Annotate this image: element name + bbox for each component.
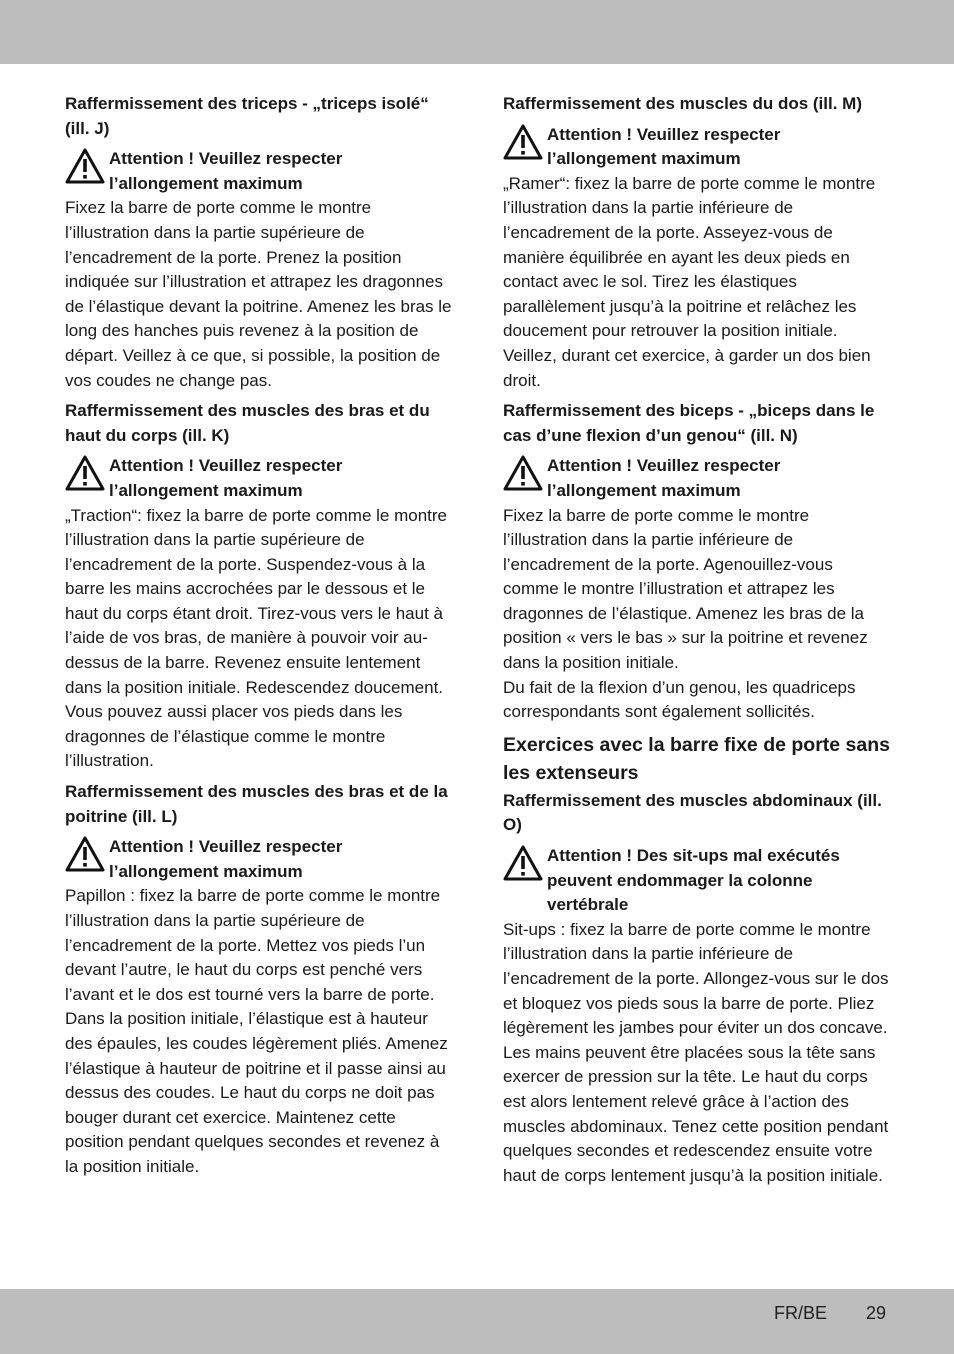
- warning-icon: [503, 455, 543, 491]
- body-paragraph: Fixez la barre de porte comme le montre l’illustration dans la partie supérieure de l’encadrement de la porte. Prenez la position indiquée sur l’illustration et attrapez les dragonnes de l’élastique devant la poitrine. Amenez les bras le long des hanches puis revenez à la position de départ. Veillez à ce que, si possible, la position de vos coudes ne change pas.: [65, 198, 452, 390]
- warning-icon: [65, 455, 105, 491]
- warning-text: Attention ! Veuillez respecter l’allongement maximum: [109, 456, 343, 500]
- section-title: Exercices avec la barre fixe de porte sans les extenseurs: [503, 733, 890, 784]
- footer-language: FR/BE: [774, 1303, 828, 1323]
- warning-text: Attention ! Veuillez respecter l’allongement maximum: [547, 456, 781, 500]
- section-heading: Raffermissement des muscles des bras et du haut du corps (ill. K): [65, 401, 430, 445]
- warning-text: Attention ! Veuillez respecter l’allongement maximum: [109, 837, 343, 881]
- warning-text: Attention ! Des sit-ups mal exécutés peuvent endommager la colonne vertébrale: [547, 846, 840, 915]
- page-number: 29: [866, 1303, 887, 1323]
- warning-icon: [65, 836, 105, 872]
- section-heading: Raffermissement des muscles abdominaux (ill. O): [503, 790, 882, 835]
- warning-notice: [65, 147, 455, 196]
- section-heading: Raffermissement des triceps - „triceps isolé“ (ill. J): [65, 94, 429, 138]
- body-paragraph: „Traction“: fixez la barre de porte comme le montre l’illustration dans la partie supérieure de l’encadrement de la porte. Suspendez-vous à la barre les mains accrochées par le dessous et le haut du corps étant droit. Tirez-vous vers le haut à l’aide de vos bras, de manière à pouvoir voir au-dessus de la barre. Revenez ensuite lentement dans la position initiale. Redescendez doucement. Vous pouvez aussi placer vos pieds dans les dragonnes de l’élastique comme le montre l’illustration.: [65, 505, 448, 771]
- body-paragraph: Papillon : fixez la barre de porte comme le montre l’illustration dans la partie supérieure de l’encadrement de la porte. Mettez vos pieds l’un devant l’autre, le haut du corps est penché vers l’avant et le dos est tourné vers la barre de porte. Dans la position initiale, l’élastique est à hauteur des épaules, les coudes légèrement pliés. Amenez l’élastique à hauteur de poitrine et il passe ainsi au dessus des coudes. Le haut du corps ne doit pas bouger durant cet exercice. Maintenez cette position pendant quelques secondes et revenez à la position initiale.: [65, 886, 448, 1176]
- warning-notice: [503, 123, 893, 172]
- warning-text: Attention ! Veuillez respecter l’allongement maximum: [547, 124, 781, 169]
- section-heading: Raffermissement des biceps - „biceps dans le cas d’une flexion d’un genou“ (ill. N): [503, 401, 875, 445]
- warning-notice: [65, 835, 455, 884]
- body-paragraph: Du fait de la flexion d’un genou, les quadriceps correspondants sont également sollicités.: [503, 677, 856, 722]
- header-bar: [0, 0, 954, 64]
- warning-icon: [503, 124, 543, 160]
- warning-icon: [65, 148, 105, 184]
- warning-icon: [503, 845, 543, 881]
- left-column: [65, 92, 455, 1186]
- right-column: [503, 92, 893, 1194]
- body-paragraph: Fixez la barre de porte comme le montre l’illustration dans la partie inférieure de l’encadrement de la porte. Agenouillez-vous comme le montre l’illustration et attrapez les dragonnes de l’élastique. Amenez les bras de la position « vers le bas » sur la poitrine et revenez dans la position initiale.: [503, 505, 868, 673]
- body-paragraph: „Ramer“: fixez la barre de porte comme le montre l’illustration dans la partie inférieure de l’encadrement de la porte. Asseyez-vous de manière équilibrée en ayant les deux pieds en contact avec le sol. Tirez les élastiques parallèlement jusqu’à la poitrine et relâchez les doucement pour retrouver la position initiale. Veillez, durant cet exercice, à garder un dos bien droit.: [503, 173, 876, 390]
- body-paragraph: Sit-ups : fixez la barre de porte comme le montre l’illustration dans la partie inférieure de l’encadrement de la porte. Allongez-vous sur le dos et bloquez vos pieds sous la barre de porte. Pliez légèrement les jambes pour éviter un dos concave. Les mains peuvent être placées sous la tête sans exercer de pression sur la tête. Le haut du corps est alors lentement relevé grâce à l’action des muscles abdominaux. Tenez cette position pendant quelques secondes et redescendez ensuite votre haut de corps lentement jusqu’à la position initiale.: [503, 919, 889, 1185]
- section-heading: Raffermissement des muscles du dos (ill. M): [503, 94, 862, 113]
- section-heading: Raffermissement des muscles des bras et de la poitrine (ill. L): [65, 782, 448, 826]
- warning-notice: [503, 844, 893, 918]
- warning-notice: [65, 454, 455, 503]
- warning-notice: [503, 454, 893, 503]
- warning-text: Attention ! Veuillez respecter l’allongement maximum: [109, 149, 343, 193]
